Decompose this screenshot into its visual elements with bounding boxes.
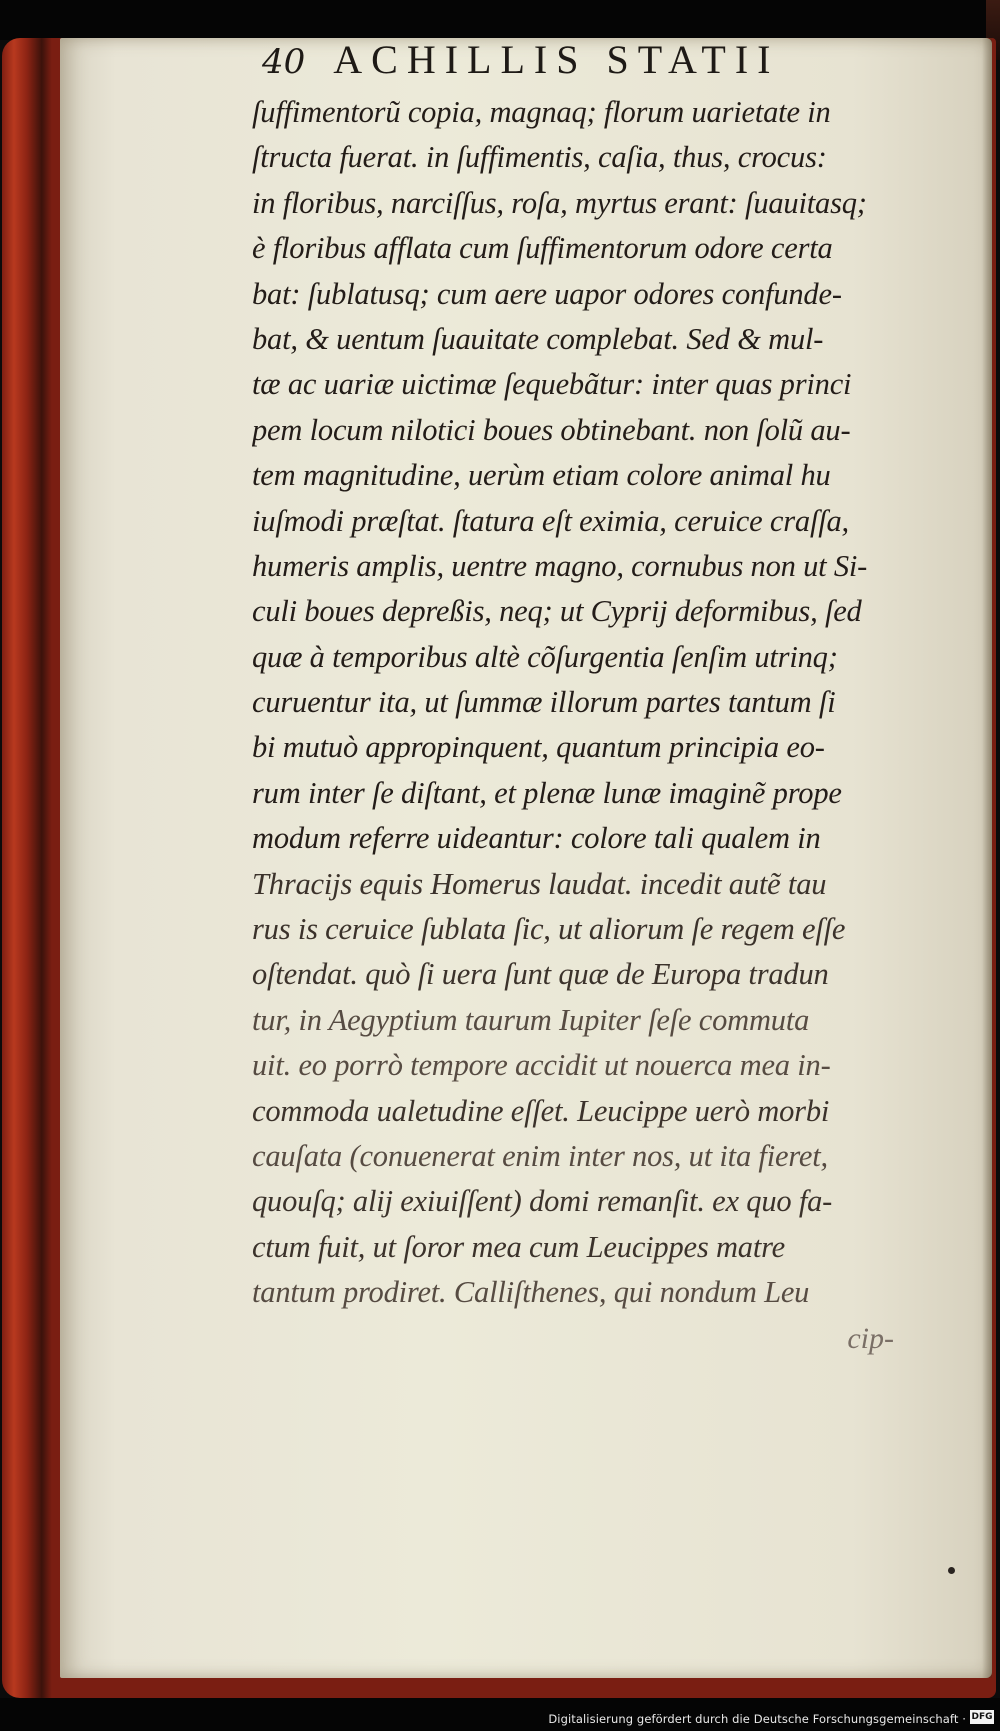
text-line: tem magnitudine, uerùm etiam colore animal hu	[252, 458, 831, 493]
text-line: quæ à temporibus altè cõſurgentia ſenſim utrinq;	[252, 639, 838, 674]
ink-dot	[948, 1567, 955, 1574]
text-line: pem locum nilotici boues obtinebant. non ſolũ au-	[252, 412, 851, 447]
text-line: tæ ac uariæ uictimæ ſequebãtur: inter quas princi	[252, 367, 852, 402]
text-line: uit. eo porrò tempore accidit ut nouerca mea in-	[252, 1048, 831, 1083]
text-line: ſtructa fuerat. in ſuffimentis, caſia, thus, crocus:	[252, 140, 827, 175]
text-line: modum referre uideantur: colore tali qualem in	[252, 821, 821, 856]
running-head	[262, 36, 902, 96]
text-line: bat: ſublatusq; cum aere uapor odores confunde-	[252, 276, 842, 311]
text-line: commoda ualetudine eſſet. Leucippe uerò morbi	[252, 1093, 830, 1128]
text-line: curuentur ita, ut ſummæ illorum partes tantum ſi	[252, 685, 836, 720]
text-line: rum inter ſe diſtant, et plenæ lunæ imaginẽ prope	[252, 775, 842, 810]
text-line: quouſq; alij exiuiſſent) domi remanſit. ex quo fa-	[252, 1184, 833, 1219]
text-block	[252, 90, 918, 1361]
text-line: Thracijs equis Homerus laudat. incedit autẽ tau	[252, 866, 827, 901]
text-line: ſuffimentorũ copia, magnaq; florum uarietate in	[252, 95, 831, 129]
catchword-line	[252, 1316, 918, 1361]
text-line: humeris amplis, uentre magno, cornubus non ut Si-	[252, 548, 868, 583]
page-number: 40	[262, 42, 306, 82]
text-line: cauſata (conuenerat enim inter nos, ut ita fieret,	[252, 1138, 828, 1173]
digitization-credit: Digitalisierung gefördert durch die Deutsche Forschungsgemeinschaft ·	[548, 1712, 966, 1726]
text-line: ctum fuit, ut ſoror mea cum Leucippes matre	[252, 1229, 785, 1264]
page-edge-shadow	[982, 38, 992, 1678]
dfg-logo: DFG	[971, 1712, 993, 1722]
text-line: culi boues depreßis, neq; ut Cyprij deformibus, ſed	[252, 594, 862, 629]
text-line: iuſmodi præſtat. ſtatura eſt eximia, ceruice craſſa,	[252, 503, 849, 538]
text-line: tur, in Aegyptium taurum Iupiter ſeſe commuta	[252, 1002, 810, 1037]
text-line: tantum prodiret. Calliſthenes, qui nondum Leu	[252, 1275, 810, 1310]
text-line: bi mutuò appropinquent, quantum principia eo-	[252, 730, 825, 765]
text-line: rus is ceruice ſublata ſic, ut aliorum ſe regem eſſe	[252, 912, 846, 947]
text-line: in floribus, narciſſus, roſa, myrtus erant: ſuauitasq;	[252, 185, 867, 220]
running-title: ACHILLIS STATII	[333, 37, 780, 82]
text-line: bat, & uentum ſuauitate complebat. Sed & mul-	[252, 321, 824, 356]
text-line: oſtendat. quò ſi uera ſunt quæ de Europa tradun	[252, 957, 829, 992]
text-line: è floribus afflata cum ſuffimentorum odore certa	[252, 231, 833, 266]
scanner-background-top	[0, 0, 1000, 40]
catchword: cip-	[847, 1321, 894, 1355]
